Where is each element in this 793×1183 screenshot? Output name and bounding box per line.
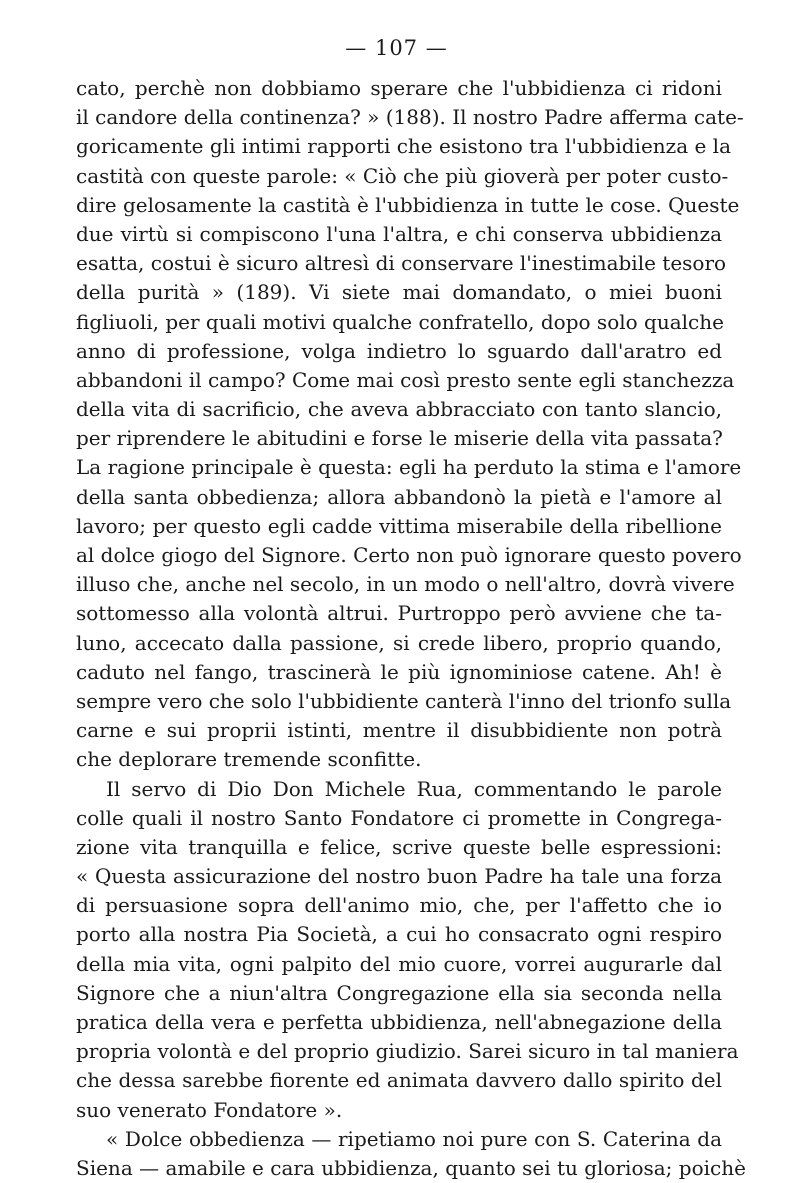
text-line: La ragione principale è questa: egli ha perduto la stima e l'amore [76, 455, 742, 480]
text-line: suo venerato Fondatore ». [76, 1097, 343, 1122]
text-line: della mia vita, ogni palpito del mio cuore, vorrei augurarle dal [76, 951, 722, 976]
text-line: abbandoni il campo? Come mai così presto sente egli stanchezza [76, 367, 735, 392]
text-line: dire gelosamente la castità è l'ubbidienza in tutte le cose. Queste [76, 192, 740, 217]
text-line: goricamente gli intimi rapporti che esistono tra l'ubbidienza e la [76, 134, 731, 159]
text-line: luno, accecato dalla passione, si crede libero, proprio quando, [76, 630, 722, 655]
text-line: per riprendere le abitudini e forse le miserie della vita passata? [76, 426, 723, 451]
body-text [76, 74, 746, 1183]
text-line: della vita di sacrificio, che aveva abbracciato con tanto slancio, [76, 397, 722, 422]
text-line: anno di professione, volga indietro lo sguardo dall'aratro ed [76, 338, 722, 363]
text-line: che dessa sarebbe fiorente ed animata davvero dallo spirito del [76, 1068, 722, 1093]
text-line: « Dolce obbedienza — ripetiamo noi pure con S. Caterina da [106, 1126, 722, 1151]
text-line: Siena — amabile e cara ubbidienza, quanto sei tu gloriosa; poichè [76, 1155, 746, 1180]
text-line: due virtù si compiscono l'una l'altra, e chi conserva ubbidienza [76, 221, 722, 246]
text-line: « Questa assicurazione del nostro buon Padre ha tale una forza [76, 864, 722, 889]
text-line: al dolce giogo del Signore. Certo non può ignorare questo povero [76, 543, 742, 567]
text-line: esatta, costui è sicuro altresì di conservare l'inestimabile tesoro [76, 251, 727, 276]
text-line: illuso che, anche nel secolo, in un modo o nell'altro, dovrà vivere [76, 572, 735, 597]
text-line: caduto nel fango, trascinerà le più ignominiose catene. Ah! è [76, 659, 722, 684]
text-line: propria volontà e del proprio giudizio. Sarei sicuro in tal maniera [76, 1039, 739, 1064]
text-line: Signore che a niun'altra Congregazione ella sia seconda nella [76, 980, 722, 1005]
text-line: che deplorare tremende sconfitte. [76, 747, 422, 772]
text-line: zione vita tranquilla e felice, scrive queste belle espressioni: [76, 834, 722, 859]
text-line: colle quali il nostro Santo Fondatore ci promette in Congrega- [76, 805, 722, 830]
text-line: castità con queste parole: « Ciò che più gioverà per poter custo- [76, 163, 729, 188]
text-line: porto alla nostra Pia Società, a cui ho consacrato ogni respiro [76, 922, 722, 947]
text-line: sempre vero che solo l'ubbidiente canterà l'inno del trionfo sulla [76, 688, 732, 713]
text-line: di persuasione sopra dell'animo mio, che, per l'affetto che io [76, 893, 722, 918]
page-number: — 107 — [345, 36, 448, 60]
text-line: della santa obbedienza; allora abbandonò la pietà e l'amore al [76, 484, 722, 509]
text-line: sottomesso alla volontà altrui. Purtroppo però avviene che ta- [76, 601, 722, 626]
text-line: della purità » (189). Vi siete mai domandato, o miei buoni [76, 280, 722, 305]
text-line: Il servo di Dio Don Michele Rua, commentando le parole [106, 776, 722, 801]
text-line: carne e sui proprii istinti, mentre il disubbidiente non potrà [76, 718, 722, 743]
text-line: lavoro; per questo egli cadde vittima miserabile della ribellione [76, 513, 722, 538]
text-line: cato, perchè non dobbiamo sperare che l'ubbidienza ci ridoni [76, 76, 722, 100]
text-line: il candore della continenza? » (188). Il nostro Padre afferma cate- [76, 105, 744, 130]
text-line: figliuoli, per quali motivi qualche confratello, dopo solo qualche [76, 309, 724, 334]
text-line: pratica della vera e perfetta ubbidienza, nell'abnegazione della [76, 1010, 722, 1034]
